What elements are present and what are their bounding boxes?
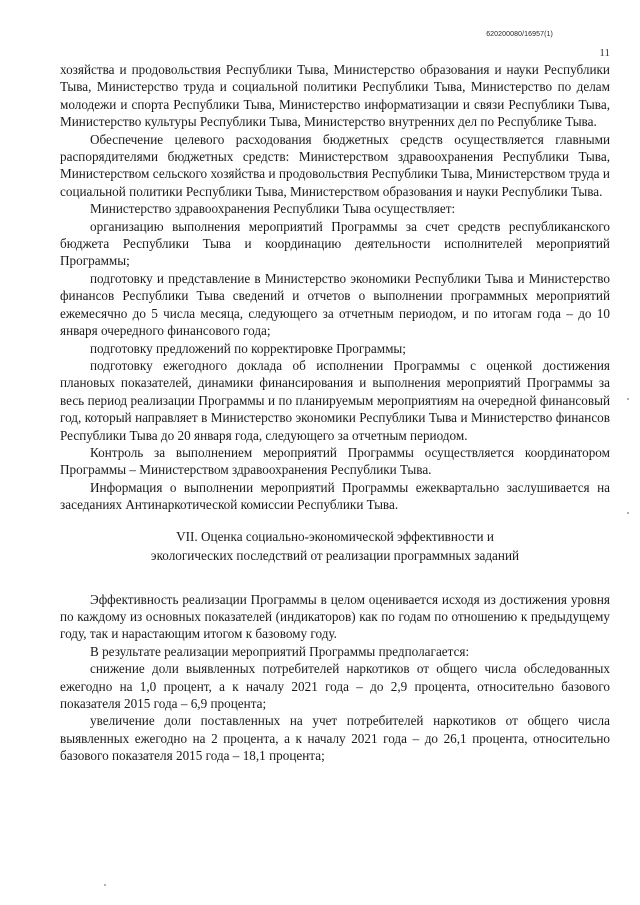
section-heading (60, 527, 610, 565)
paragraph: Контроль за выполнением мероприятий Программы осуществляется координатором Программы – Министерством здравоохранения Республики Тыва. (60, 444, 610, 478)
list-item: подготовку ежегодного доклада об исполнении Программы с оценкой достижения плановых показателей, динамики финансирования и выполнения мероприятий Программы за весь период реализации Программы и по планируемым мероприятиям на очередной финансовый год, который направляет в Министерство экономики Республики Тыва и Министерство финансов Республики Тыва до 20 января года, следующего за отчетным периодом. (60, 357, 610, 443)
paragraph: В результате реализации мероприятий Программы предполагается: (90, 643, 470, 659)
scan-artifact (104, 884, 106, 886)
paragraph: Министерство здравоохранения Республики Тыва осуществляет: (90, 201, 456, 217)
list-item: снижение доли выявленных потребителей наркотиков от общего числа обследованных ежегодно на 1,0 процент, а к началу 2021 года – до 2,9 процента, относительно базового показателя 2015 года – 6,9 процента; (60, 661, 610, 711)
list-item: подготовку предложений по корректировке Программы; (90, 340, 406, 356)
section-heading-line: экологических последствий от реализации программных заданий (150, 547, 520, 563)
document-registration-number: 620200080/16957(1) (486, 31, 553, 38)
list-item: организацию выполнения мероприятий Программы за счет средств республиканского бюджета Республики Тыва и координацию деятельности исполнителей мероприятий Программы; (60, 218, 610, 269)
list-item: подготовку и представление в Министерство экономики Республики Тыва и Министерство финансов Республики Тыва сведений и отчетов о выполнении программных мероприятий ежемесячно до 5 числа месяца, следующего за отчетным периодом, и по итогам года – до 10 января очередного финансового года; (60, 270, 610, 339)
page-content (60, 61, 610, 765)
scan-artifact (627, 398, 629, 400)
paragraph: Обеспечение целевого расходования бюджетных средств осуществляется главными распорядителями бюджетных средств: Министерством здравоохранения Республики Тыва, Министерством сельского хозяйства и продовольствия Республики Тыва, Министерством труда и социальной политики Республики Тыва, Министерством образования и науки Республики Тыва. (60, 131, 610, 199)
section-heading-line: VII. Оценка социально-экономической эффективности и (176, 528, 494, 544)
paragraph: Информация о выполнении мероприятий Программы ежеквартально заслушивается на заседаниях Антинаркотической комиссии Республики Тыва. (60, 479, 610, 513)
list-item: увеличение доли поставленных на учет потребителей наркотиков от общего числа выявленных ежегодно на 2 процента, а к началу 2021 года – до 26,1 процента, относительно базового показателя 2015 года – 18,1 процента; (60, 713, 610, 764)
scan-artifact (627, 512, 629, 514)
page-number: 11 (599, 47, 610, 59)
paragraph: хозяйства и продовольствия Республики Тыва, Министерство образования и науки Республики Тыва, Министерство труда и социальной политики Республики Тыва, Министерство по делам молодежи и спорта Республики Тыва, Министерство информатизации и связи Республики Тыва, Министерство культуры Республики Тыва, Министерство внутренних дел по Республике Тыва. (60, 62, 610, 130)
paragraph: Эффективность реализации Программы в целом оценивается исходя из достижения уровня по каждому из основных показателей (индикаторов) как по годам по отношению к предыдущему году, так и нарастающим итогом к базовому году. (60, 591, 610, 642)
